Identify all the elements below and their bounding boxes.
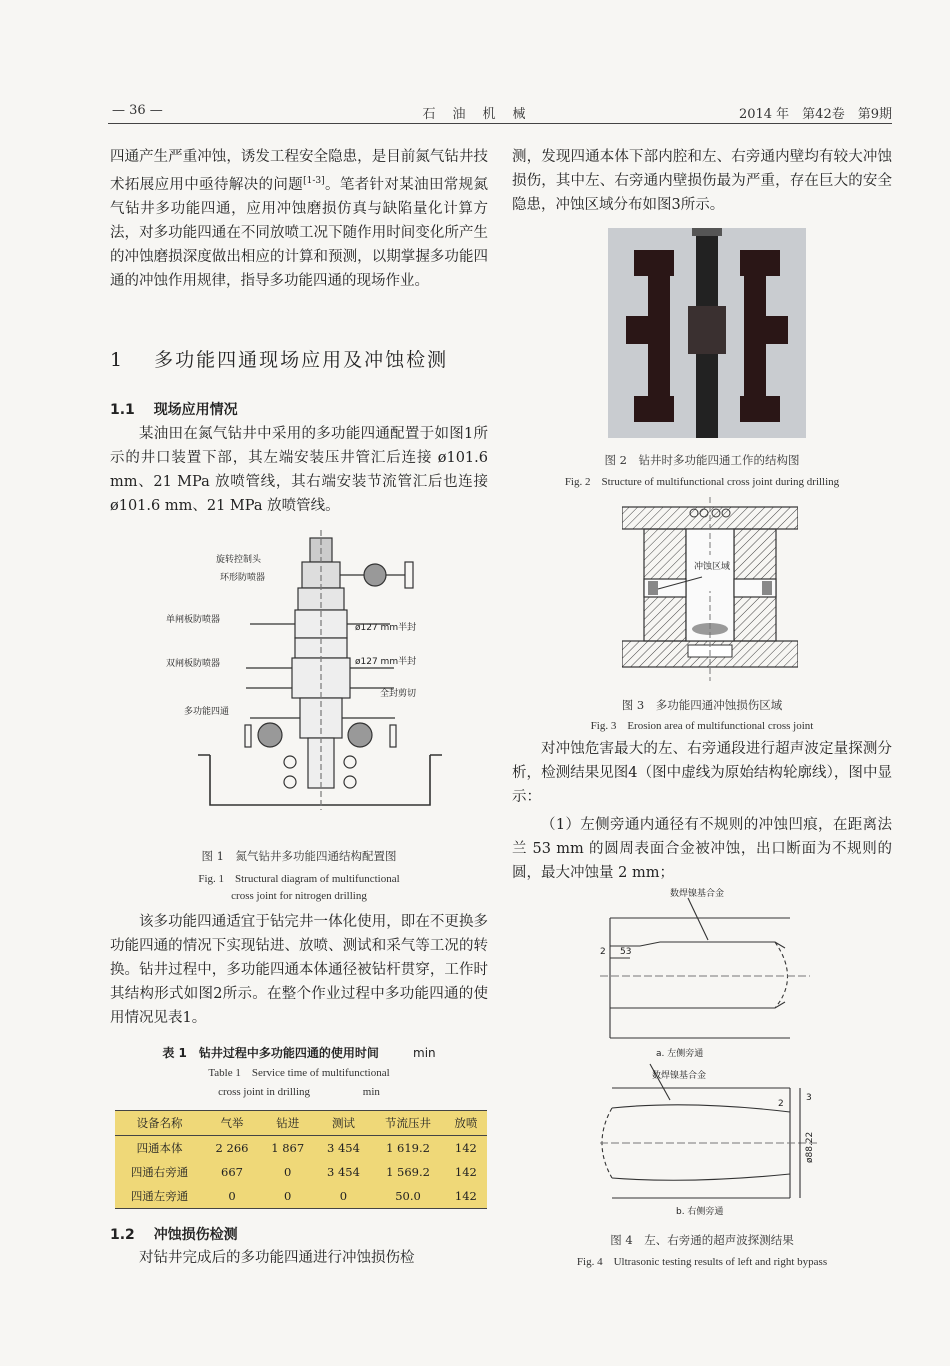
paragraph-text: 对钻井完成后的多功能四通进行冲蚀损伤检 <box>139 1250 415 1266</box>
subsection-number: 1.1 <box>110 402 135 418</box>
table-cell: 2 266 <box>215 1141 249 1155</box>
right-top-paragraph <box>512 145 892 217</box>
figure-1-wellhead-diagram <box>150 530 470 830</box>
table1-title-en-1: Table 1 Service time of multifunctional <box>208 1067 390 1079</box>
section-number: 1 <box>110 349 125 371</box>
figure-4-ultrasonic-results <box>590 888 830 1218</box>
paragraph-text: 该多功能四通适宜于钻完井一体化使用，即在不更换多功能四通的情况下实现钻进、放喷、测试和采气等工况的转换。钻井过程中，多功能四通本体通径被钻杆贯穿，工作时其结构形式如图2所示。在整个作业过程中多功能四通的使用情况见表1。 <box>110 914 488 1026</box>
section-title: 多功能四通现场应用及冲蚀检测 <box>154 349 449 371</box>
intro-text-2: 。笔者针对某油田常规氮气钻井多功能四通，应用冲蚀磨损仿真与缺陷量化计算方法，对多功能四通在不同放喷工况下随作用时间变化所产生的冲蚀磨损深度做出相应的计算和预测，以期掌握多功能四通的冲蚀作用规律，指导多功能四通的现场作业。 <box>110 176 489 289</box>
subsection-title: 冲蚀损伤检测 <box>153 1227 238 1243</box>
table-unit-en: min <box>362 1086 380 1098</box>
table-cell: 142 <box>454 1189 477 1203</box>
fig4-caption-en: Fig. 4 Ultrasonic testing results of left and right bypass <box>576 1256 828 1268</box>
fig4b-dim-3: ø88.22 <box>805 1131 815 1163</box>
table-cell: 0 <box>284 1165 292 1179</box>
table-cell: 四通右旁通 <box>130 1165 189 1179</box>
figure-3-erosion-area <box>622 497 798 681</box>
label-rotating-head: 旋转控制头 <box>216 555 262 565</box>
issue-info: 2014 年 第42卷 第9期 <box>738 107 892 122</box>
fig3-label-erosion-area: 冲蚀区域 <box>694 562 731 572</box>
column-header: 钻进 <box>276 1116 300 1130</box>
fig4a-label: 数焊镍基合金 <box>670 889 725 899</box>
right-paragraph-3 <box>512 813 892 885</box>
fig4b-dim-2: 3 <box>806 1093 812 1103</box>
journal-name: 石 油 机 械 <box>422 107 528 122</box>
intro-text: 四通产生严重冲蚀，诱发工程安全隐患，是目前氮气钻井技术拓展应用中亟待解决的问题 <box>110 149 488 193</box>
fig2-caption-cn: 图 2 钻井时多功能四通工作的结构图 <box>604 453 800 467</box>
right-paragraph-2 <box>512 737 892 809</box>
figure-2-cross-joint-structure <box>608 228 806 438</box>
fig2-caption-en: Fig. 2 Structure of multifunctional cross joint during drilling <box>564 476 840 488</box>
column-header: 设备名称 <box>136 1116 183 1130</box>
usage-time-table <box>115 1110 487 1209</box>
table-title: 表 1 钻井过程中多功能四通的使用时间 <box>162 1046 379 1060</box>
fig4a-dim-1: 2 <box>600 947 606 957</box>
section-1-1-heading <box>110 399 238 419</box>
column-header: 气举 <box>220 1116 244 1130</box>
table-header-row <box>115 1111 487 1136</box>
label-annular-bop: 环形防喷器 <box>220 573 266 583</box>
paragraph-text: 对冲蚀危害最大的左、右旁通段进行超声波定量探测分析，检测结果见图4（图中虚线为原始结构轮廓线），图中显示： <box>512 741 892 805</box>
section-1-1-paragraph <box>110 422 488 518</box>
label-single-ram: 单闸板防喷器 <box>166 615 221 625</box>
fig1-caption-en-1: Fig. 1 Structural diagram of multifunctional <box>198 873 400 885</box>
fig4b-subcaption: b. 右侧旁通 <box>676 1207 724 1217</box>
table-cell: 667 <box>221 1165 243 1179</box>
column-header: 节流压井 <box>385 1116 432 1130</box>
table-cell: 1 619.2 <box>386 1141 430 1155</box>
table1-title-en-2 <box>110 1086 488 1098</box>
fig1-caption-en-2: cross joint for nitrogen drilling <box>231 890 367 902</box>
table-cell: 1 569.2 <box>386 1165 430 1179</box>
table-cell: 50.0 <box>395 1189 421 1203</box>
column-header: 测试 <box>331 1116 355 1130</box>
table-cell: 142 <box>454 1165 477 1179</box>
fig4a-subcaption: a. 左侧旁通 <box>656 1049 704 1059</box>
table-cell: 四通左旁通 <box>130 1189 189 1203</box>
section-1-2-paragraph <box>110 1246 488 1270</box>
label-half-seal-2: ø127 mm半封 <box>355 657 417 667</box>
section-1-2-heading <box>110 1224 238 1244</box>
section-1-heading <box>110 345 448 372</box>
paragraph-text: （1）左侧旁通内通径有不规则的冲蚀凹痕，在距离法兰 53 mm 的圆周表面合金被冲蚀，出口断面为不规则的圆，最大冲蚀量 2 mm； <box>512 817 892 881</box>
citation: [1-3] <box>303 176 325 186</box>
label-double-ram: 双闸板防喷器 <box>166 659 221 669</box>
table-cell: 0 <box>228 1189 236 1203</box>
fig3-caption-cn: 图 3 多功能四通冲蚀损伤区域 <box>621 698 783 712</box>
intro-paragraph <box>110 145 488 293</box>
fig3-caption-en: Fig. 3 Erosion area of multifunctional cross joint <box>590 720 814 732</box>
fig4b-label: 数焊镍基合金 <box>652 1071 707 1081</box>
fig4a-dim-2: 53 <box>620 947 632 957</box>
table-cell: 3 454 <box>326 1141 360 1155</box>
table-cell: 0 <box>339 1189 348 1203</box>
table-cell: 1 867 <box>271 1141 305 1155</box>
page-number: — 36 — <box>112 103 163 118</box>
table-title-en: cross joint in drilling <box>218 1086 311 1098</box>
table-1 <box>115 1110 487 1209</box>
table1-title-cn <box>110 1044 488 1061</box>
table-row <box>115 1184 487 1209</box>
fig1-caption-cn: 图 1 氮气钻井多功能四通结构配置图 <box>201 849 397 863</box>
table-cell: 0 <box>284 1189 292 1203</box>
fig4b-dim-1: 2 <box>778 1099 784 1109</box>
table-row <box>115 1160 487 1184</box>
header-rule <box>108 123 892 124</box>
column-header: 放喷 <box>454 1116 478 1130</box>
label-half-seal-1: ø127 mm半封 <box>355 623 417 633</box>
fig4-caption-cn: 图 4 左、右旁通的超声波探测结果 <box>610 1233 794 1247</box>
label-full-seal: 全封剪切 <box>380 689 417 699</box>
table-row <box>115 1136 487 1161</box>
table-cell: 3 454 <box>326 1165 360 1179</box>
paragraph-text: 某油田在氮气钻井中采用的多功能四通配置于如图1所示的井口装置下部，其左端安装压井管汇后连接 ø101.6 mm、21 MPa 放喷管线，其右端安装节流管汇后也连接 ø101.6 mm、21 MPa 放喷管线。 <box>110 426 488 514</box>
table-cell: 四通本体 <box>136 1141 183 1155</box>
left-paragraph-2 <box>110 910 488 1030</box>
table-cell: 142 <box>454 1141 477 1155</box>
label-cross-joint: 多功能四通 <box>184 707 230 717</box>
subsection-number: 1.2 <box>110 1227 135 1243</box>
paragraph-text: 测，发现四通本体下部内腔和左、右旁通内壁均有较大冲蚀损伤，其中左、右旁通内壁损伤最为严重，存在巨大的安全隐患，冲蚀区域分布如图3所示。 <box>512 149 892 213</box>
table-unit: min <box>413 1046 436 1060</box>
subsection-title: 现场应用情况 <box>153 402 238 418</box>
